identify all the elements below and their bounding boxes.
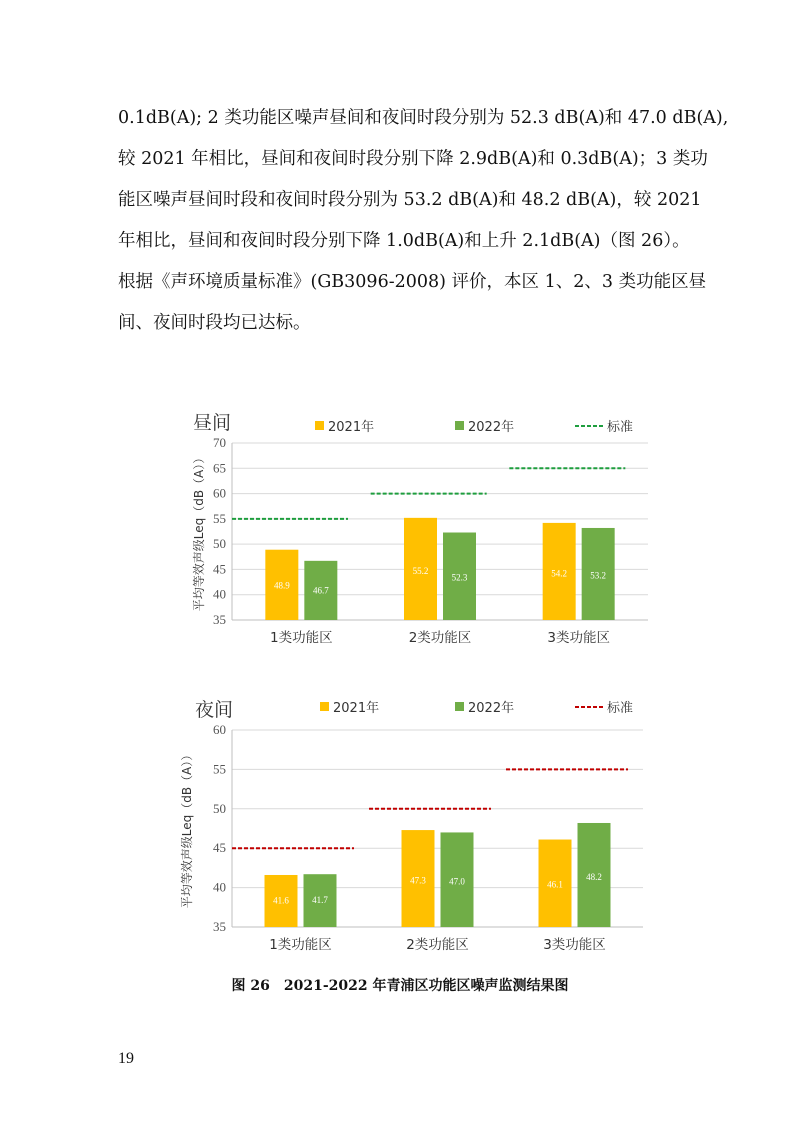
body-paragraph xyxy=(118,98,730,344)
y-tick-label: 60 xyxy=(213,485,226,501)
bar-data-label: 47.0 xyxy=(449,876,465,887)
chart-title: 夜间 xyxy=(195,699,234,721)
bar-data-label: 41.7 xyxy=(312,895,328,906)
paragraph-line: 间、夜间时段均已达标。 xyxy=(118,313,311,333)
bar-data-label: 48.2 xyxy=(586,872,602,883)
x-tick-label: 3类功能区 xyxy=(547,630,610,646)
legend-swatch xyxy=(315,421,324,430)
paragraph-line: 根据《声环境质量标准》(GB3096-2008) 评价，本区 1、2、3 类功能区昼 xyxy=(118,272,707,292)
legend-label: 2021年 xyxy=(328,420,375,435)
chart-title: 昼间 xyxy=(193,412,232,434)
legend-swatch xyxy=(455,702,464,711)
y-tick-label: 45 xyxy=(213,561,226,577)
y-tick-label: 40 xyxy=(213,879,226,895)
x-tick-label: 2类功能区 xyxy=(406,937,469,953)
y-tick-label: 55 xyxy=(213,761,226,777)
legend-swatch xyxy=(320,702,329,711)
y-tick-label: 65 xyxy=(213,460,226,476)
paragraph-line: 较 2021 年相比，昼间和夜间时段分别下降 2.9dB(A)和 0.3dB(A)；3 类功 xyxy=(118,149,708,169)
paragraph-line: 年相比，昼间和夜间时段分别下降 1.0dB(A)和上升 2.1dB(A)（图 26）。 xyxy=(118,231,690,251)
y-axis-label: 平均等效声级Leq（dB（A）） xyxy=(192,451,206,612)
bar-data-label: 55.2 xyxy=(412,566,429,577)
bar-data-label: 41.6 xyxy=(273,895,289,906)
bar-data-label: 52.3 xyxy=(451,572,468,583)
page-number: 19 xyxy=(118,1050,134,1067)
day-noise-chart xyxy=(175,405,665,655)
paragraph-line: 0.1dB(A); 2 类功能区噪声昼间和夜间时段分别为 52.3 dB(A)和 47.0 dB(A), xyxy=(118,108,729,128)
legend-label: 标准 xyxy=(607,701,634,716)
bar-data-label: 54.2 xyxy=(551,568,568,579)
y-tick-label: 50 xyxy=(213,800,226,816)
y-tick-label: 35 xyxy=(213,919,226,934)
figure-caption: 图 26 2021-2022 年青浦区功能区噪声监测结果图 xyxy=(231,978,569,994)
day-chart-svg xyxy=(175,405,665,655)
y-tick-label: 55 xyxy=(213,510,226,526)
x-tick-label: 1类功能区 xyxy=(269,937,332,953)
y-tick-label: 40 xyxy=(213,586,226,602)
x-tick-label: 2类功能区 xyxy=(408,630,472,646)
bar-data-label: 46.7 xyxy=(312,585,329,596)
y-axis-label: 平均等效声级Leq（dB（A）） xyxy=(180,748,194,909)
legend-swatch xyxy=(455,421,464,430)
paragraph-line: 能区噪声昼间时段和夜间时段分别为 53.2 dB(A)和 48.2 dB(A)，较 2021 xyxy=(118,190,702,210)
bar-data-label: 48.9 xyxy=(273,580,290,591)
legend-label: 2021年 xyxy=(333,701,380,716)
x-tick-label: 1类功能区 xyxy=(270,630,333,646)
legend-label: 2022年 xyxy=(468,420,515,435)
y-tick-label: 50 xyxy=(213,536,226,552)
legend-label: 2022年 xyxy=(468,701,515,716)
x-tick-label: 3类功能区 xyxy=(543,937,606,953)
bar-data-label: 47.3 xyxy=(410,875,426,886)
y-tick-label: 35 xyxy=(213,612,226,627)
legend-label: 标准 xyxy=(607,420,634,435)
bar-data-label: 53.2 xyxy=(590,570,607,581)
y-tick-label: 70 xyxy=(213,435,226,450)
night-chart-svg xyxy=(165,690,665,960)
night-noise-chart xyxy=(165,690,665,960)
bar-data-label: 46.1 xyxy=(547,879,563,890)
y-tick-label: 60 xyxy=(213,722,226,737)
y-tick-label: 45 xyxy=(213,840,226,856)
